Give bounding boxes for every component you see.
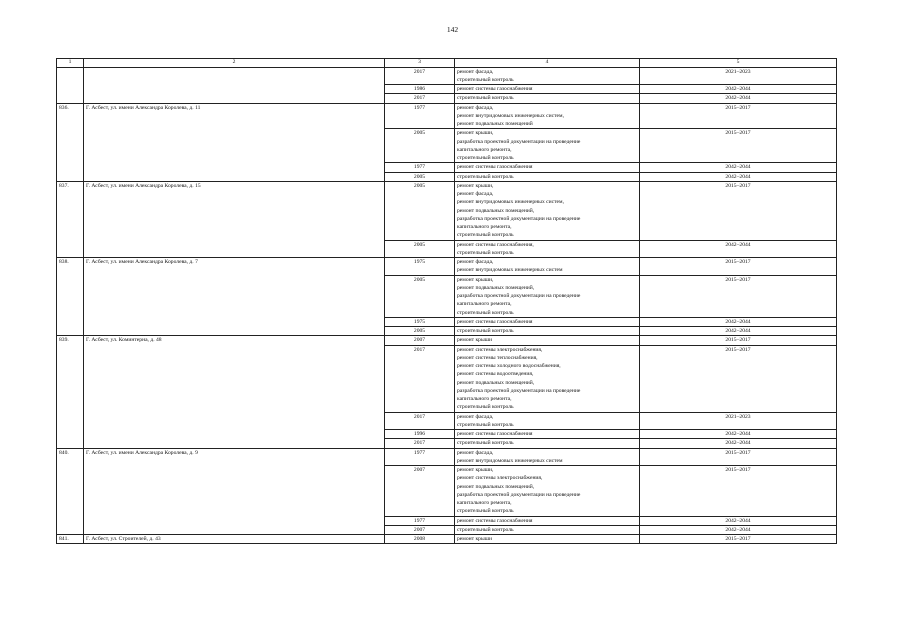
- table-row: [57, 67, 837, 85]
- works-cell: [455, 535, 640, 544]
- works-cell: [455, 129, 640, 163]
- address-cell: Г. Асбест, ул. имени Александра Королева, д. 7: [84, 258, 385, 336]
- works-cell: [455, 466, 640, 517]
- works-cell: [455, 439, 640, 448]
- work-item: ремонт внутридомовых инженерных систем,: [457, 112, 564, 119]
- period-cell: 2042–2044: [640, 439, 837, 448]
- work-item: строительный контроль: [457, 309, 514, 316]
- column-header-4: 4: [455, 59, 640, 68]
- works-cell: [455, 448, 640, 466]
- year-cell: 2017: [385, 94, 455, 103]
- year-cell: 2017: [385, 345, 455, 412]
- entry-number: 840.: [57, 448, 84, 535]
- work-item: капитального ремонта,: [457, 396, 512, 402]
- work-item: строительный контроль: [457, 421, 514, 428]
- year-cell: 1977: [385, 516, 455, 525]
- work-item: ремонт системы газоснабжения: [457, 517, 533, 524]
- table-row: [57, 336, 837, 345]
- period-cell: 2015–2017: [640, 535, 837, 544]
- page-number: 142: [446, 25, 459, 34]
- table-row: [57, 181, 837, 240]
- works-cell: [455, 172, 640, 181]
- period-cell: 2042–2044: [640, 430, 837, 439]
- work-item: ремонт фасада,: [457, 259, 494, 265]
- work-item: ремонт системы электроснабжения,: [457, 346, 543, 353]
- work-item: капитального ремонта,: [457, 224, 512, 230]
- table-row: [57, 535, 837, 544]
- period-cell: 2021–2023: [640, 412, 837, 430]
- column-number-row: [57, 59, 837, 68]
- period-cell: 2015–2017: [640, 275, 837, 317]
- year-cell: 1977: [385, 448, 455, 466]
- year-cell: 2017: [385, 439, 455, 448]
- work-item: ремонт системы холодного водоснабжения,: [457, 363, 561, 369]
- entry-number: [57, 67, 84, 103]
- work-item: ремонт системы газоснабжения: [457, 431, 533, 437]
- year-cell: 2007: [385, 466, 455, 517]
- repair-schedule-table: [56, 58, 837, 544]
- entry-number: 838.: [57, 258, 84, 336]
- work-item: ремонт системы газоснабжения: [457, 86, 533, 92]
- work-item: ремонт подвальных помещений,: [457, 379, 535, 386]
- work-item: разработка проектной документации на проведение: [457, 387, 581, 394]
- column-header-1: 1: [57, 59, 84, 68]
- year-cell: 2005: [385, 172, 455, 181]
- work-item: ремонт крыши,: [457, 467, 494, 473]
- year-cell: 2005: [385, 181, 455, 240]
- work-item: строительный контроль: [457, 508, 514, 515]
- works-cell: [455, 67, 640, 85]
- works-cell: [455, 275, 640, 317]
- work-item: ремонт системы газоснабжения: [457, 164, 533, 171]
- work-item: разработка проектной документации на проведение: [457, 215, 581, 222]
- work-item: ремонт подвальных помещений,: [457, 483, 535, 490]
- column-header-2: 2: [84, 59, 385, 68]
- works-cell: [455, 317, 640, 326]
- period-cell: 2021–2023: [640, 67, 837, 85]
- period-cell: 2015–2017: [640, 336, 837, 345]
- work-item: капитального ремонта,: [457, 500, 512, 506]
- works-cell: [455, 181, 640, 240]
- year-cell: 1975: [385, 258, 455, 276]
- work-item: строительный контроль: [457, 404, 514, 411]
- work-item: ремонт крыши: [457, 337, 493, 344]
- works-cell: [455, 103, 640, 129]
- work-item: ремонт фасада,: [457, 104, 494, 111]
- year-cell: 2005: [385, 240, 455, 258]
- work-item: ремонт внутридомовых инженерных систем: [457, 267, 563, 274]
- entry-number: 836.: [57, 103, 84, 181]
- address-cell: Г. Асбест, ул. имени Александра Королева, д. 15: [84, 181, 385, 257]
- work-item: строительный контроль: [457, 76, 514, 83]
- year-cell: 2007: [385, 525, 455, 534]
- work-item: строительный контроль: [457, 95, 514, 102]
- work-item: ремонт фасада,: [457, 449, 494, 456]
- work-item: ремонт крыши,: [457, 276, 494, 283]
- work-item: ремонт системы водоотведения,: [457, 371, 534, 378]
- table-row: [57, 448, 837, 466]
- table-row: [57, 103, 837, 129]
- period-cell: 2015–2017: [640, 258, 837, 276]
- period-cell: 2042–2044: [640, 94, 837, 103]
- work-item: ремонт фасада,: [457, 68, 494, 75]
- works-cell: [455, 525, 640, 534]
- work-item: строительный контроль: [457, 249, 514, 256]
- work-item: ремонт подвальных помещений,: [457, 284, 535, 291]
- work-item: разработка проектной документации на проведение: [457, 293, 581, 299]
- works-cell: [455, 516, 640, 525]
- period-cell: 2042–2044: [640, 516, 837, 525]
- work-item: ремонт крыши: [457, 536, 493, 542]
- period-cell: 2042–2044: [640, 163, 837, 172]
- column-header-5: 5: [640, 59, 837, 68]
- work-item: строительный контроль: [457, 440, 514, 447]
- work-item: ремонт фасада,: [457, 191, 494, 197]
- year-cell: 2005: [385, 327, 455, 336]
- works-cell: [455, 336, 640, 345]
- work-item: ремонт подвальных помещений: [457, 121, 533, 127]
- work-item: ремонт фасада,: [457, 413, 494, 420]
- entry-number: 839.: [57, 336, 84, 448]
- address-cell: Г. Асбест, ул. имени Александра Королева, д. 11: [84, 103, 385, 181]
- year-cell: 1977: [385, 103, 455, 129]
- year-cell: 2005: [385, 275, 455, 317]
- works-cell: [455, 240, 640, 258]
- year-cell: 2017: [385, 67, 455, 85]
- year-cell: 1996: [385, 430, 455, 439]
- work-item: ремонт системы электроснабжения,: [457, 475, 543, 482]
- work-item: капитального ремонта,: [457, 301, 512, 308]
- address-cell: [84, 67, 385, 103]
- period-cell: 2042–2044: [640, 317, 837, 326]
- period-cell: 2042–2044: [640, 240, 837, 258]
- table-body: [57, 67, 837, 544]
- work-item: ремонт системы газоснабжения: [457, 318, 533, 325]
- work-item: ремонт подвальных помещений,: [457, 207, 535, 214]
- period-cell: 2042–2044: [640, 525, 837, 534]
- period-cell: 2042–2044: [640, 172, 837, 181]
- work-item: ремонт внутридомовых инженерных систем: [457, 457, 563, 464]
- period-cell: 2015–2017: [640, 466, 837, 517]
- period-cell: 2042–2044: [640, 327, 837, 336]
- year-cell: 1986: [385, 85, 455, 94]
- entry-number: 841.: [57, 535, 84, 544]
- period-cell: 2015–2017: [640, 345, 837, 412]
- work-item: разработка проектной документации на проведение: [457, 491, 581, 498]
- address-cell: Г. Асбест, ул. Строителей, д. 43: [84, 535, 385, 544]
- works-cell: [455, 258, 640, 276]
- year-cell: 2008: [385, 535, 455, 544]
- work-item: ремонт внутридомовых инженерных систем,: [457, 199, 564, 206]
- work-item: разработка проектной документации на проведение: [457, 138, 581, 145]
- work-item: строительный контроль: [457, 232, 514, 239]
- work-item: строительный контроль: [457, 526, 514, 533]
- period-cell: 2015–2017: [640, 181, 837, 240]
- works-cell: [455, 412, 640, 430]
- year-cell: 2017: [385, 412, 455, 430]
- work-item: строительный контроль: [457, 173, 514, 180]
- address-cell: Г. Асбест, ул. имени Александра Королева, д. 9: [84, 448, 385, 535]
- period-cell: 2015–2017: [640, 448, 837, 466]
- column-header-3: 3: [385, 59, 455, 68]
- year-cell: 1977: [385, 163, 455, 172]
- work-item: ремонт системы теплоснабжения,: [457, 354, 538, 361]
- works-cell: [455, 163, 640, 172]
- works-cell: [455, 94, 640, 103]
- year-cell: 2005: [385, 129, 455, 163]
- work-item: ремонт крыши,: [457, 182, 494, 189]
- work-item: капитального ремонта,: [457, 146, 512, 153]
- table-row: [57, 258, 837, 276]
- year-cell: 2007: [385, 336, 455, 345]
- work-item: ремонт крыши,: [457, 130, 494, 137]
- work-item: строительный контроль: [457, 155, 514, 161]
- work-item: строительный контроль: [457, 328, 514, 334]
- address-cell: Г. Асбест, ул. Коминтерна, д. 48: [84, 336, 385, 448]
- works-cell: [455, 85, 640, 94]
- works-cell: [455, 327, 640, 336]
- works-cell: [455, 345, 640, 412]
- period-cell: 2015–2017: [640, 129, 837, 163]
- year-cell: 1975: [385, 317, 455, 326]
- period-cell: 2042–2044: [640, 85, 837, 94]
- period-cell: 2015–2017: [640, 103, 837, 129]
- work-item: ремонт системы газоснабжения,: [457, 241, 534, 248]
- entry-number: 837.: [57, 181, 84, 257]
- works-cell: [455, 430, 640, 439]
